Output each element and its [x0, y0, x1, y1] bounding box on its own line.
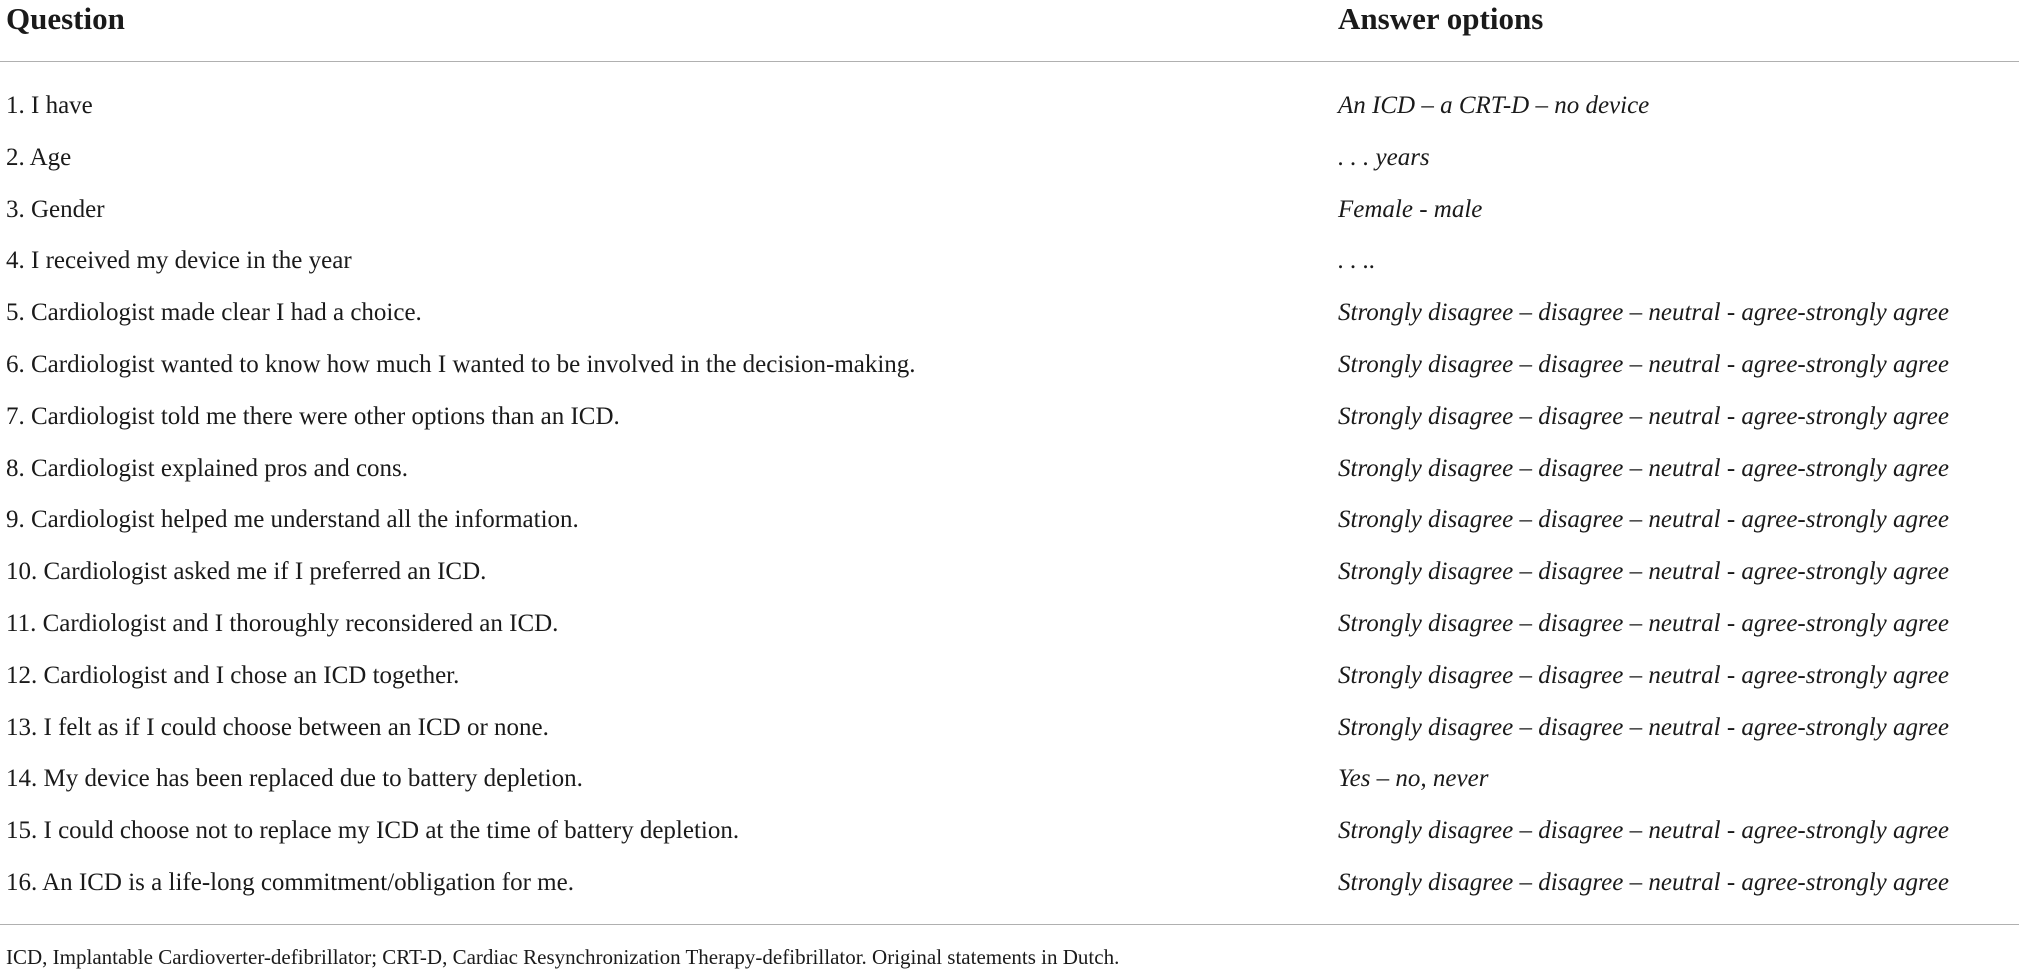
header-question: Question [6, 1, 125, 36]
answer-options-cell: . . . years [1338, 143, 1430, 171]
answer-options-cell: Strongly disagree – disagree – neutral - agree-strongly agree [1338, 299, 1949, 327]
table-body [0, 86, 2019, 915]
answer-options-cell: . . .. [1338, 247, 1376, 275]
question-cell: 14. My device has been replaced due to battery depletion. [6, 765, 583, 793]
table-row [0, 552, 2019, 604]
table-header [0, 0, 2019, 60]
question-cell: 7. Cardiologist told me there were other options than an ICD. [6, 402, 620, 430]
question-cell: 12. Cardiologist and I chose an ICD together. [6, 661, 460, 689]
question-cell: 10. Cardiologist asked me if I preferred an ICD. [6, 558, 487, 586]
question-cell: 8. Cardiologist explained pros and cons. [6, 454, 409, 482]
answer-options-cell: Strongly disagree – disagree – neutral - agree-strongly agree [1338, 506, 1949, 534]
footer-divider [0, 924, 2019, 925]
header-divider [0, 61, 2019, 62]
table-row [0, 293, 2019, 345]
answer-options-cell: Strongly disagree – disagree – neutral - agree-strongly agree [1338, 350, 1949, 378]
answer-options-cell: An ICD – a CRT-D – no device [1338, 92, 1650, 119]
table-row [0, 241, 2019, 293]
table-row [0, 656, 2019, 708]
answer-options-cell: Yes – no, never [1338, 765, 1489, 793]
table-row [0, 708, 2019, 760]
table-row [0, 138, 2019, 190]
answer-options-cell: Strongly disagree – disagree – neutral - agree-strongly agree [1338, 713, 1949, 741]
question-cell: 16. An ICD is a life-long commitment/obligation for me. [6, 868, 574, 896]
question-cell: 5. Cardiologist made clear I had a choice. [6, 299, 422, 327]
question-cell: 13. I felt as if I could choose between an ICD or none. [6, 713, 549, 741]
table-row [0, 811, 2019, 863]
answer-options-cell: Strongly disagree – disagree – neutral - agree-strongly agree [1338, 454, 1949, 482]
question-cell: 4. I received my device in the year [6, 247, 352, 275]
answer-options-cell: Female - male [1338, 195, 1483, 223]
question-cell: 6. Cardiologist wanted to know how much I wanted to be involved in the decision-making. [6, 350, 916, 378]
question-cell: 1. I have [6, 92, 93, 119]
table-row [0, 190, 2019, 242]
question-cell: 9. Cardiologist helped me understand all the information. [6, 506, 579, 534]
table-row [0, 345, 2019, 397]
table-row [0, 604, 2019, 656]
header-answer-options: Answer options [1338, 1, 1544, 36]
table-row [0, 759, 2019, 811]
answer-options-cell: Strongly disagree – disagree – neutral - agree-strongly agree [1338, 402, 1949, 430]
question-cell: 15. I could choose not to replace my ICD at the time of battery depletion. [6, 817, 740, 845]
table-row [0, 449, 2019, 501]
table-row [0, 500, 2019, 552]
answer-options-cell: Strongly disagree – disagree – neutral - agree-strongly agree [1338, 609, 1949, 637]
table-footnote: ICD, Implantable Cardioverter-defibrillator; CRT-D, Cardiac Resynchronization Therapy-defibrillator. Original statements in Dutch. [6, 945, 1120, 969]
answer-options-cell: Strongly disagree – disagree – neutral - agree-strongly agree [1338, 817, 1949, 845]
answer-options-cell: Strongly disagree – disagree – neutral - agree-strongly agree [1338, 558, 1949, 586]
answer-options-cell: Strongly disagree – disagree – neutral - agree-strongly agree [1338, 661, 1949, 689]
table-row [0, 397, 2019, 449]
answer-options-cell: Strongly disagree – disagree – neutral - agree-strongly agree [1338, 868, 1949, 896]
table-row [0, 863, 2019, 915]
table-row [0, 86, 2019, 138]
question-cell: 11. Cardiologist and I thoroughly reconsidered an ICD. [6, 609, 559, 637]
question-cell: 2. Age [6, 143, 72, 171]
question-cell: 3. Gender [6, 195, 105, 223]
